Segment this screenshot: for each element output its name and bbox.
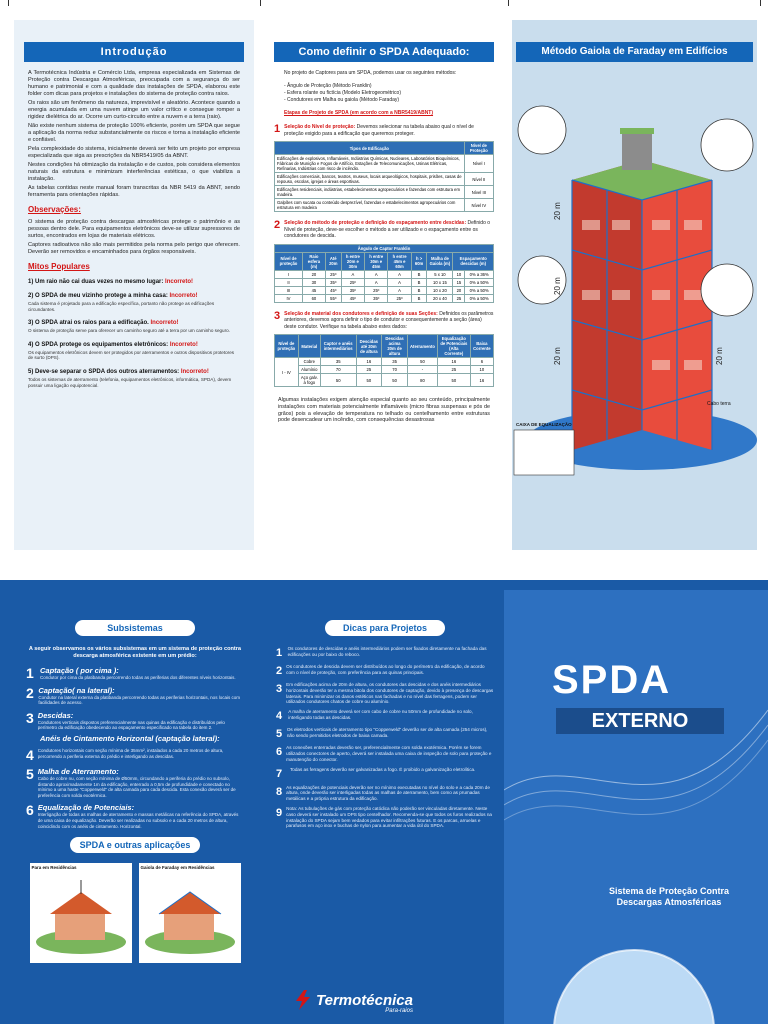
myth-note: Cada sistema é projetado para a edificação específica, portanto não protege as edificações circundantes. (28, 301, 215, 312)
crop-mark (508, 0, 509, 6)
intro-paragraph: Os raios são um fenômeno da natureza, imprevisível e aleatório. Acontece quando a energia acumulada em uma nuvem atinge um valor crítico e consegue romper a rigidez dielétrica do ar. Ocorre um curto-circuito entre a nuvem e a terra (raio). (28, 100, 240, 120)
table-row: Edificações comerciais, bancos, teatros, museus, locais arqueológicos, hospitais, prisões, casas de repouso, escolas, igrejas e áreas esportivas. Nível II (275, 173, 494, 186)
subsystem-item (14, 711, 256, 731)
subsistemas-intro: A seguir observamos os vários subsistemas em um sistema de proteção contra descarga atmosférica existente em um prédio: (28, 646, 242, 659)
subsystem-item (14, 748, 256, 762)
tip-text: Os condutores de descida devem ser distribuídos ao longo do perímetro da edificação, de acordo com o nível de proteção, com preferência para as quinas principais. (286, 664, 485, 675)
subsystem-text: Condutor por cima da platibanda percorrendo todas as periferias dos diferentes níveis horizontais. (40, 675, 236, 680)
dicas-panel (264, 590, 506, 1024)
dimension-label: 20 m (553, 277, 562, 295)
house-illustration: Para em Residências (30, 863, 132, 963)
table-row: Aço galv. à fogo 50 50 50 80 50 16 (275, 374, 494, 387)
subsystem-title: Descidas: (37, 710, 74, 720)
tip-item (264, 682, 506, 705)
method-item: - Condutores em Malha ou gaiola (Método Faraday) (284, 97, 400, 103)
tip-number: 8 (276, 785, 283, 798)
crop-mark (760, 0, 761, 6)
method-table: Ângulo de Captor Franklin Nível de proteção Raio esfera (m) Até 20m h entre 20m e 30m h entre 30m e 45m h entre 45m e 60m h > 60m Malha de Gaiola (m) Espaçamento descidas (m) I 20 25º A A A B 5 x 10 10 0% a 36% II 30 35º 25º A A B 10 x 15 15 0% a 50% III 45 45º 35º 25º A B 10 x 20 20 0% a 50% IV 60 55º 45º 35º 25º B 20 x 40 25 0% a 50% (274, 244, 494, 303)
subsystem-number: 3 (26, 709, 34, 726)
house-illustration: Gaiola de Faraday em Residências (139, 863, 241, 963)
detail-callout (518, 106, 566, 154)
subsystem-item (14, 767, 256, 798)
subsystem-text: Condutores verticais dispostos preferencialmente nas quinas da edificação e distribuídos pelo perímetro da edificação obedecendo ao espaçamento especificado na tabela do item 2. (37, 719, 225, 731)
cover-tagline: Sistema de Proteção Contra Descargas Atmosféricas (608, 886, 730, 907)
tip-item (264, 727, 506, 741)
tip-text: Nota: As tubulações de gás com proteção catódica não poderão ser vinculadas diretamente. Neste caso deverá ser instalado um DPS tipo centelhador. Recomenda-se que todos os furos realizados na instalação do SPDA sejam bem vedados para evitar infiltrações futuras. E os parcas, arruelas e parafusos em aço inox e buchas de nylon para aumentar a vida útil do SPDA. (286, 805, 492, 829)
subsystem-item (14, 666, 256, 681)
material-table (274, 334, 494, 387)
tip-text: Em edificações acima de 20m de altura, os condutores das descidas e dos anéis intermediários horizontais deverão ter a mesma bitola dos condutores de captação, devido à presença de descargas laterais. Para minimizar os danos estéticos nas fachadas e no nível das ferragens, podem ser utilizados condutores chatos de cobre ou alumínio. (286, 682, 494, 705)
tip-number: 3 (276, 683, 283, 695)
subsystem-number: 1 (26, 665, 34, 681)
globe-icon (554, 950, 714, 1024)
tip-number: 2 (276, 665, 283, 677)
tip-number: 1 (276, 647, 283, 659)
methods-list (264, 83, 504, 104)
subsistemas-list (14, 666, 256, 829)
tip-number: 7 (276, 767, 283, 780)
tip-text: As conexões enterradas deverão ser, preferencialmente com solda exotérmica. Porém se forem utilizados conectores de aperto, deverá ser instalada uma caixa de inspeção de solo para proteção e manutenção do conector. (286, 745, 492, 762)
tip-item (264, 806, 506, 829)
myth-item: 3) O SPDA atrai os raios para a edificação. Incorreto! (28, 320, 179, 327)
outside-spread (0, 580, 768, 1024)
subsystem-item (14, 734, 256, 743)
subsystem-title: Captação( na lateral): (38, 685, 115, 695)
tip-number: 5 (276, 728, 283, 741)
method-item: - Esfera rolante ou fictícia (Modelo Eletrogeométrico) (284, 90, 401, 96)
subsystem-text: Cabo de cobre nu, com seção mínima de Ø50mm, circundando a periferia do prédio no subsolo, distando aproximadamente 1m da edificação, enterrado a 0,5m de profundidade e conectado no mínimo a uma haste "Copperweld" de alta camada para cada descida. Esta conexão deverá ser de preferência com solda exotérmica. (37, 775, 236, 798)
subsystem-item (14, 686, 256, 706)
subsystem-number: 4 (26, 746, 34, 763)
table-row: III 45 45º 35º 25º A B 10 x 20 20 0% a 50% (275, 286, 494, 294)
house-illustrations (14, 863, 256, 963)
dimension-label: 20 m (553, 202, 562, 220)
table-row: II 30 35º 25º A A B 10 x 15 15 0% a 50% (275, 278, 494, 286)
house-icon (30, 872, 132, 957)
step-1: 1 Seleção do Nível de proteção: Devemos selecionar na tabela abaixo qual o nível de proteção exigido para a edificação que queremos proteger. (274, 123, 474, 137)
observacoes-paragraph: Captores radioativos não são mais permitidos pela norma pelo perigo que oferecem. Deverão ser removidos e encaminhados para órgãos responsáveis. (28, 242, 240, 255)
crop-mark (8, 0, 9, 6)
subsystem-number: 2 (26, 684, 34, 701)
applications-banner: SPDA e outras aplicações (70, 837, 200, 853)
tip-number: 9 (276, 806, 283, 819)
company-logo: Termotécnica Para-raios (294, 990, 413, 1010)
myth-item: 2) O SPDA de meu vizinho protege a minha casa: Incorreto! (28, 293, 198, 299)
tip-number: 6 (276, 746, 283, 759)
cover-title: SPDA (552, 658, 672, 702)
subsystem-text: Condutor na lateral externa da platibanda percorrendo todas as periferias horizontais, nos locais com facilidades de acesso. (38, 694, 240, 706)
myth-note: O sistema de proteção serve para oferecer um caminho seguro até a terra por um caminho seguro. (28, 328, 230, 334)
spda-banner: Como definir o SPDA Adequado: (274, 42, 494, 62)
roof-structure (622, 130, 652, 170)
intro-paragraph: Não existe nenhum sistema de proteção 100% eficiente, porém um SPDA que segue a aplicação da norma reduz substancialmente os riscos e torna a instalação eficiente e confiável. (28, 123, 240, 143)
subsystem-text: Condutores horizontais com seção mínima de 35mm², instalados a cada 20 metros de altura, percorrendo a periferia externa do prédio e interligando as descidas. (37, 747, 224, 759)
tip-text: As equalizações de potenciais deverão ser no mínimo executadas no nível do solo e a cada 20m de altura, onde deverão ser interligadas todas as malhas de aterramento, bem como as prumadas metálicas e a própria estrutura da edificação. (286, 784, 490, 802)
step-number: 1 (274, 123, 281, 135)
ground-cable-label: Cabo terra (707, 401, 731, 407)
tip-item (264, 767, 506, 781)
subsistemas-banner: Subsistemas (75, 620, 195, 636)
intro-paragraph: Nestes condições há otimização da instalação e de custos, pois considera elementos naturais da estrutura e minimizam interferências estéticas, o que viabiliza a instalação. (28, 162, 240, 182)
tip-item (264, 785, 506, 802)
tip-number: 4 (276, 710, 283, 723)
table-row: Edificações de explosivos, Inflamáveis, Indústrias Químicas, Nucleares, Laboratórios Bioquímicos, Fábricas de Munição e Fogos de Artifício, Estações de Telecomunicações, Usinas Elétricas, Refinarias, Indústrias com risco de incêndio. Nível I (275, 155, 494, 173)
table-row: Edificações residenciais, indústrias, estabelecimentos agropecuários e fazendas com estrutura em madeira. Nível III (275, 186, 494, 199)
cover-subtitle: EXTERNO (556, 708, 724, 734)
myth-item: 4) O SPDA protege os equipamentos eletrônicos: Incorreto! (28, 341, 198, 348)
tip-item (264, 745, 506, 762)
methods-intro: No projeto de Captores para um SPDA, podemos usar os seguintes métodos: (284, 70, 457, 76)
dicas-list (264, 646, 506, 829)
lightning-logo-icon (294, 990, 312, 1010)
detail-callout (701, 119, 753, 171)
table-row: I 20 25º A A A B 5 x 10 10 0% a 36% (275, 270, 494, 278)
tip-text: A malha de aterramento deverá ser com cabo de cobre nu 50mm de profundidade no solo, interligando todas as descidas. (288, 709, 473, 720)
step-3: 3 Seleção de material dos condutores e definição de suas Seções: Definidos os parâmetros anteriores, devemos agora definir o tipo de condutor e consequentemente a seção (área) deste condutor. Verifique na tabela abaixo estes dados: (274, 309, 494, 330)
table-row: I - IV Cobre 35 16 35 50 16 6 (275, 358, 494, 366)
myth-note: Os equipamentos eletrônicos devem ser protegidos por aterramentos e outros dispositivos protetores de surto (DPS). (28, 349, 235, 361)
equalization-box (514, 430, 574, 475)
method-item: - Ângulo de Proteção (Método Franklin) (284, 83, 372, 89)
myth-item: 1) Um raio não cai duas vezes no mesmo lugar: Incorreto! (28, 279, 194, 285)
subsystem-text: Interligação de todas as malhas de aterramento e massas metálicas na referência do SPDA, através de uma caixa de equalização. Deverão ser realizadas no subsolo e a cada 20 metros de altura, coincidindo com os anéis de cintamento. Horizontal. (37, 812, 239, 829)
myth-item: 5) Deve-se separar o SPDA dos outros aterramentos: Incorreto! (28, 368, 209, 375)
tip-item (264, 664, 506, 678)
crop-mark (260, 0, 261, 6)
table-row: Alumínio 70 25 70 - 25 10 (275, 366, 494, 374)
subsystem-title: Captação ( por cima ): (40, 666, 119, 675)
intro-banner: Introdução (24, 42, 244, 62)
table-row: Galpões com sucata ou conteúdo desprezível, fazendas e estabelecimentos agropecuários com estrutura em madeira Nível IV (275, 199, 494, 212)
cover-background-swoosh (504, 590, 768, 1024)
tip-text: Os condutores de descidas e anéis intermediários podem ser fixados diretamente na fachada das edificações ou por baixo do reboco. (287, 646, 487, 657)
faraday-banner: Método Gaiola de Faraday em Edifícios (516, 42, 753, 62)
table-header-row: Nível de proteção Raio esfera (m) Até 20m h entre 20m e 30m h entre 30m e 45m h entre 45m e 60m h > 60m Malha de Gaiola (m) Espaçamento descidas (m) (275, 252, 494, 270)
cover-panel (504, 590, 768, 1024)
table-row: IV 60 55º 45º 35º 25º B 20 x 40 25 0% a 50% (275, 294, 494, 302)
dimension-label: 20 m (715, 347, 724, 365)
step-number: 3 (274, 309, 281, 322)
protection-level-table: Tipos de Edificação Nível de Proteção Edificações de explosivos, Inflamáveis, Indústrias Químicas, Nucleares, Laboratórios Bioquímicos, Fábricas de Munição e Fogos de Artifício, Estações de Telecomunicações, Usinas Elétricas, Refinarias, Indústrias com risco de incêndio. Nível I Edificações comerciais, bancos, teatros, museus, locais arqueológicos, hospitais, prisões, casas de repouso, escolas, igrejas e áreas esportivas. Nível II Edificações residenciais, indústrias, estabelecimentos agropecuários e fazendas com estrutura em madeira. Nível III Galpões com sucata ou conteúdo desprezível, fazendas e estabelecimentos agropecuários com estrutura em madeira Nível IV (274, 141, 494, 212)
dimension-label: 20 m (553, 347, 562, 365)
tip-item (264, 709, 506, 723)
faraday-panel (512, 20, 757, 550)
myths-list (14, 279, 254, 388)
intro-paragraph: A Termotécnica Indústria e Comércio Ltda, empresa especializada em Sistemas de Proteção contra Descargas Atmosféricas, preocupada com a segurança do ser humano e patrimonial e com a qualidade das instalações de SPDA, elaborou este folder com dicas para projetos e instalações do sistema de proteção contra raios. (28, 70, 240, 97)
detail-callout (701, 264, 753, 316)
subsystem-title: Malha de Aterramento: (37, 766, 119, 776)
observacoes-heading: Observações: (28, 205, 81, 214)
subsystem-number: 6 (26, 802, 34, 819)
subsystem-number: 5 (26, 765, 34, 782)
step-2: 2 Seleção do método de proteção e definição do espaçamento entre descidas: Definido o Nível de proteção, deve-se escolher o método a ser utilizado e o espaçamento entre os condutores de descida. (274, 219, 491, 239)
subsystem-item (14, 803, 256, 829)
myth-note: Todos os sistemas de aterramento (telefonia, equipamentos eletrônicos, informática, SPDA), devem possuir uma ligação equipotencial. (28, 376, 232, 388)
intro-paragraph: Pela complexidade do sistema, inicialmente deverá ser feito um projeto por empresa especializada que siga as prescrições da NBR5419/05 da ABNT. (28, 146, 240, 159)
tip-text: Todas as ferragens deverão ser galvanizadas a fogo. É proibido a galvanização eletrolítica. (290, 766, 476, 772)
intro-panel (14, 20, 254, 550)
mitos-heading: Mitos Populares (28, 262, 90, 271)
faraday-building-illustration (512, 70, 757, 490)
roof-structure-top (620, 128, 654, 134)
house-icon (139, 872, 241, 957)
subsystem-title: Anéis de Cintamento Horizontal (captação lateral): (40, 733, 220, 743)
intro-paragraph: As tabelas contidas neste manual foram transcritas da NBR 5419 da ABNT, sendo ferramenta para orientações rápidas. (28, 185, 240, 198)
tip-item (264, 646, 506, 660)
final-paragraph: Algumas instalações exigem atenção especial quanto ao seu conteúdo, principalmente instalações com materiais potencialmente inflamáveis (micro fibras suspensas e pós de grãos) pois a elevação de temperatura no telhado ou centelhamento entre estruturas pode desencadear um incêndio, com consequências desastrosas (278, 397, 490, 424)
observacoes-paragraph: O sistema de proteção contra descargas atmosféricas protege o patrimônio e as pessoas dentro dele. Para equipamentos eletrônicos deve-se utilizar supressores de surtos, encontrados em lojas de materiais elétricos. (28, 219, 240, 239)
subsystem-title: Equalização de Potenciais: (37, 803, 135, 813)
tip-text: Os eletrodos verticais de aterramento tipo "Copperweld" deverão ser de alta camada (254 micros), não sendo permitidos eletrodos de baixa camada. (286, 727, 488, 738)
steps-title: Etapas de Projeto de SPDA (em acordo com a NBR5419/ABNT) (284, 110, 434, 116)
step-number: 2 (274, 219, 281, 231)
equalization-box-label: CAIXA DE EQUALIZAÇÃO (516, 422, 572, 427)
dicas-banner: Dicas para Projetos (325, 620, 445, 636)
subsistemas-panel (14, 590, 256, 1024)
spda-panel (264, 20, 504, 550)
table-header-row: Nível de proteção Material Captor e anéis intermediários Descidas até 20m de altura Descidas acima 20m de altura Aterramento Equalização de Potenciais (Alta Corrente) Baixa Corrente (275, 335, 494, 358)
